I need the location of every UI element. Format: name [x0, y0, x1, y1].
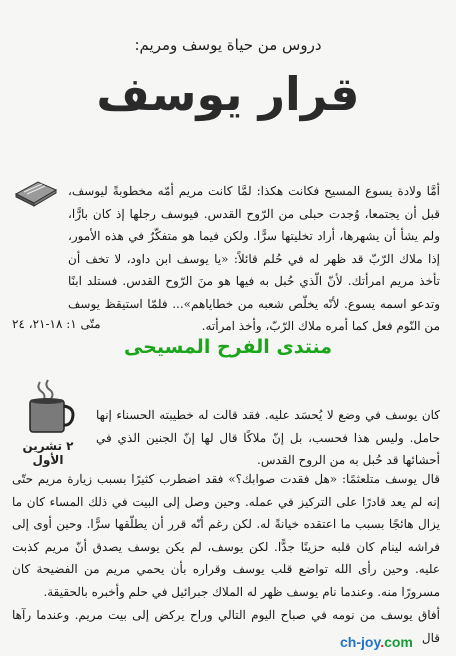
devotional-paragraph-1: كان يوسف في وضع لا يُحسَد عليه. فقد قالت له خطيبته الحسناء إنها حامل. وليس هذا فحسب، بل إنّ ملاكًا قال لها إنّ الجنين الذي في أحشائها قد حُبل به من الروح القدس.	[96, 408, 440, 467]
scripture-reference: متّى ١: ١٨-٢١، ٢٤	[12, 317, 101, 331]
coffee-mug-icon	[18, 376, 78, 436]
scripture-passage: أمَّا ولادة يسوع المسيح فكانت هكذا: لمَّا كانت مريم أمّه مخطوبةً ليوسف، قبل أن يجتمعا، وُجدت حبلى من الرّوح القدس. فيوسف رجلها إذ كان بارًّا، ولم يشأ أن يشهرها، أراد تخليتها سرًّا. ولكن فيما هو متفكّرٌ في هذه الأمور، إذا ملاك الرّبّ قد ظهر له في حُلم قائلاً: «يا يوسف ابن داود، لا تخف أن تأخذ مريم امرأتك. لأنّ الّذي حُبل به فيها هو منَ الرّوح القدس. فستلد ابنًا وتدعو اسمه يسوع. لأنّه يخلّص شعبه من خطاياهم»... فلمّا استيقظ يوسف من النّوم فعل كما أمره ملاك الرّبّ، وأخذ امرأته.	[68, 184, 441, 333]
date-label: ٢ تشرين الأول	[22, 439, 74, 467]
page-subtitle: دروس من حياة يوسف ومريم:	[134, 36, 322, 54]
devotional-paragraph-3: أفاق يوسف من نومه في صباح اليوم التالي وراح يركض إلى بيت مريم. وعندما رآها قال	[12, 608, 440, 645]
site-watermark-dot: .	[380, 634, 385, 650]
devotional-paragraph-2: قال يوسف متلعثمًا: «هل فقدت صوابك؟» فقد اضطرب كثيرًا بسبب زيارة مريم حتّى إنه لم يعد قادرًا على التركيز في عمله. وحين وصل إلى البيت في ذلك المساء كان ما يزال هائجًا بسبب ما اعتقده خيانةً له. لكن رغم أنّه قرر أن يطلّقها سرًّا. وحين أوى إلى فراشه لينام كان قلبه حزينًا جدًّا. لكن يوسف، لم يكن يوسف يصدق أنّ مريم كذبت عليه. وحين رأى الله تواضع قلب يوسف وقراره بأن يحمي مريم من الفضيحة كان مسرورًا منه. وعندما نام يوسف ظهر له الملاك جبرائيل في حلم وأخبره بالحقيقة.	[12, 472, 440, 599]
site-watermark	[340, 634, 413, 650]
site-watermark-name: ch-joy	[340, 634, 381, 650]
site-watermark-tld: com	[384, 634, 413, 650]
page-title: قرار يوسف	[96, 67, 360, 121]
forum-watermark: منتدى الفرح المسيحى	[123, 336, 333, 358]
